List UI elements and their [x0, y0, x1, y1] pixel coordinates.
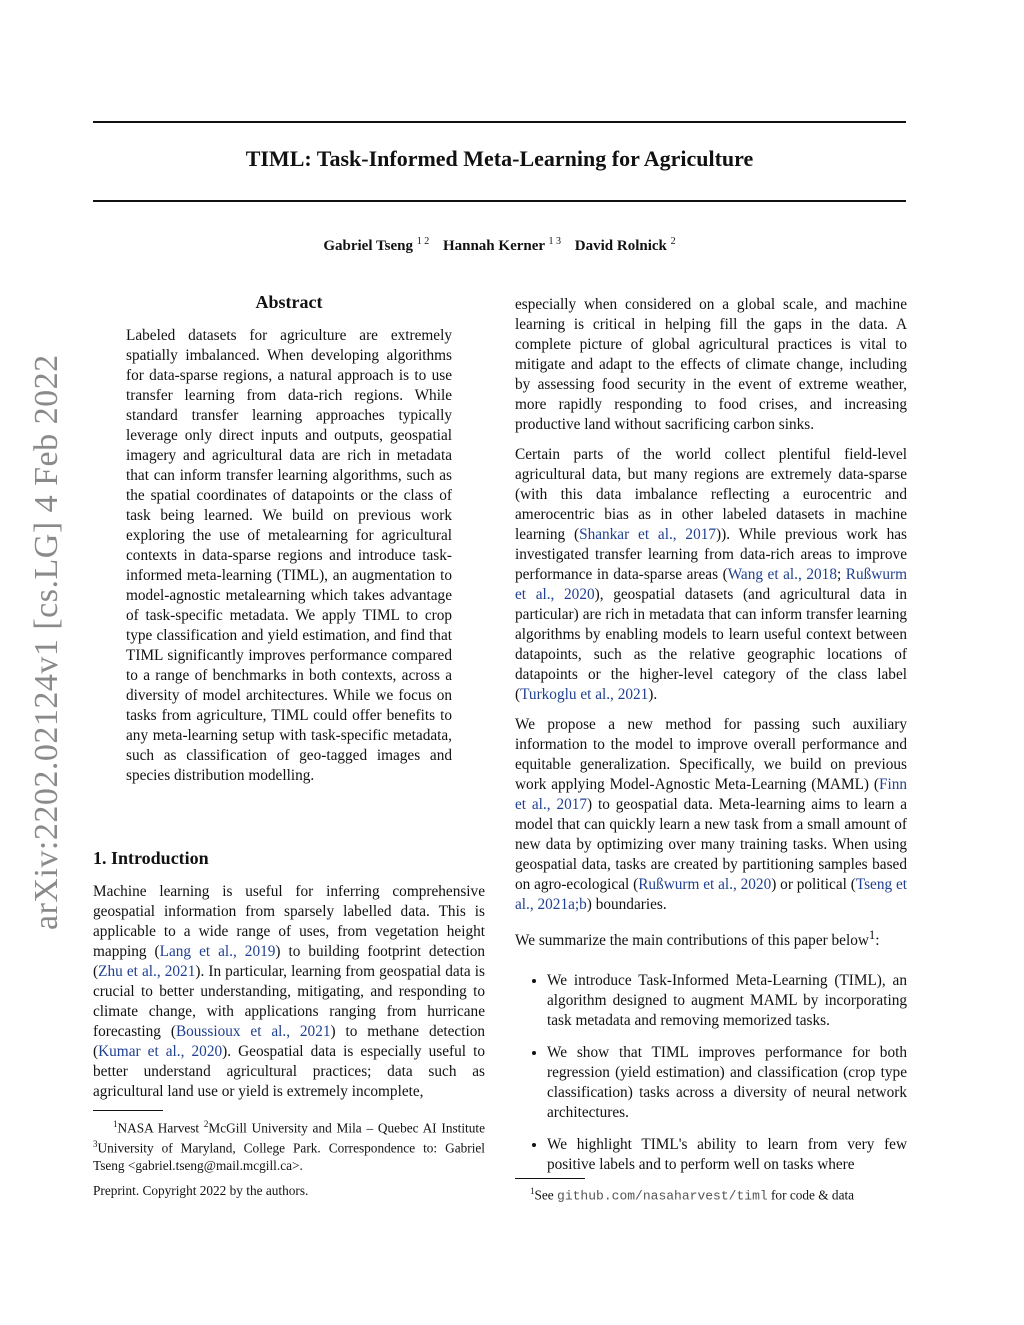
- paper-title: TIML: Task-Informed Meta-Learning for Agriculture: [245, 146, 754, 171]
- introduction-body: [93, 882, 485, 1112]
- affiliations-footnote: $^1$NASA Harvest $^2$McGill University and Mila – Quebec AI Institute $^3$University of Maryland, College Park. Correspondence to: Gabriel Tseng <gabriel.tseng@mail.mcgill.ca>.: [93, 1119, 485, 1173]
- citation-link[interactable]: Shankar et al., 2017: [579, 526, 717, 543]
- paragraph: We summarize the main contributions of this paper below$^1$:: [515, 928, 880, 950]
- citation-link[interactable]: Boussioux et al., 2021: [175, 1023, 331, 1040]
- citation-link[interactable]: Turkoglu et al., 2021: [520, 686, 649, 703]
- footnote-rule: [93, 1110, 163, 1111]
- author: Hannah Kerner $^{1 3}$: [442, 236, 562, 254]
- author-list: [93, 236, 906, 255]
- author: David Rolnick $^2$: [574, 236, 676, 254]
- paragraph: Machine learning is useful for inferring comprehensive geospatial information from sparsely labelled data. This is applicable to a wide range of uses, from vegetation height mapping (Lang et al., 2019) to building footprint detection (Zhu et al., 2021). In particular, learning from geospatial data is crucial to better understanding, mitigating, and responding to climate change, with applications ranging from hurricane forecasting (Boussioux et al., 2021) to methane detection (Kumar et al., 2020). Geospatial data is especially useful to better understand agricultural practices; data such as agricultural land use or yield is extremely incomplete,: [93, 883, 486, 1100]
- author: Gabriel Tseng $^{1 2}$: [323, 236, 430, 254]
- title-bottom-rule: [93, 200, 906, 202]
- code-footnote: $^1$See github.com/nasaharvest/timl for code & data: [530, 1186, 855, 1204]
- list-item: • We show that TIML improves performance for both regression (yield estimation) and classification (crop type classification) tasks across a diversity of neural network architectures.: [547, 1043, 907, 1123]
- title-top-rule: [93, 121, 906, 123]
- citation-link[interactable]: Rußwurm et al., 2020: [515, 566, 907, 603]
- section-heading-introduction: 1. Introduction: [93, 848, 209, 868]
- citation-link[interactable]: Tseng et al., 2021a;b: [515, 876, 908, 913]
- list-item: • We highlight TIML's ability to learn from very few positive labels and to perform well on tasks where: [547, 1135, 907, 1175]
- citation-link[interactable]: Rußwurm et al., 2020: [638, 876, 772, 893]
- arxiv-identifier: arXiv:2202.02124v1 [cs.LG] 4 Feb 2022: [28, 354, 65, 930]
- paragraph: Certain parts of the world collect plentiful field-level agricultural data, but many regions are extremely data-sparse (with this data imbalance reflecting a eurocentric and amerocentric bias as in other labeled datasets in machine learning (Shankar et al., 2017)). While previous work has investigated transfer learning from data-rich areas to improve performance in data-sparse areas (Wang et al., 2018; Rußwurm et al., 2020), geospatial datasets (and agricultural data in particular) are rich in metadata that can inform transfer learning algorithms by enabling models to learn useful context between datapoints, such as the relative geographic locations of datapoints or the higher-level category of the class label (Turkoglu et al., 2021).: [515, 446, 908, 703]
- citation-link[interactable]: Finn et al., 2017: [515, 776, 907, 813]
- footnote-marker[interactable]: 1: [868, 928, 876, 942]
- footnote-rule: [515, 1178, 585, 1179]
- paragraph: We propose a new method for passing such auxiliary information to the model to improve overall performance and equitable generalization. Specifically, we build on previous work applying Model-Agnostic Meta-Learning (MAML) (Finn et al., 2017) to geospatial data. Meta-learning aims to learn a model that can quickly learn a new task from a small amount of new data by optimizing over many training tasks. When using geospatial data, tasks are created by partitioning samples based on agro-ecological (Rußwurm et al., 2020) or political (Tseng et al., 2021a;b) boundaries.: [515, 716, 908, 913]
- list-item: • We introduce Task-Informed Meta-Learning (TIML), an algorithm designed to augment MAML by incorporating task metadata and removing memorized tasks.: [547, 971, 907, 1031]
- citation-link[interactable]: Wang et al., 2018: [727, 566, 837, 583]
- right-column: [515, 295, 907, 1187]
- citation-link[interactable]: Lang et al., 2019: [159, 943, 276, 960]
- citation-link[interactable]: Zhu et al., 2021: [98, 963, 196, 980]
- github-link[interactable]: github.com/nasaharvest/timl: [557, 1188, 768, 1204]
- citation-link[interactable]: Kumar et al., 2020: [98, 1043, 223, 1060]
- abstract-text: Labeled datasets for agriculture are extremely spatially imbalanced. When developing algorithms for data-sparse regions, a natural approach is to use transfer learning from data-rich regions. While standard transfer learning approaches typically leverage only direct inputs and outputs, geospatial imagery and agricultural data are rich in metadata that can inform transfer learning algorithms, such as the spatial coordinates of datapoints or the class of task being learned. We build on previous work exploring the use of metalearning for agricultural contexts in data-sparse regions and introduce task-informed meta-learning (TIML), an augmentation to model-agnostic metalearning which takes advantage of task-specific metadata. We apply TIML to crop type classification and yield estimation, and find that TIML significantly improves performance compared to a range of benchmarks in both contexts, across a diversity of model architectures. While we focus on tasks from agriculture, TIML could offer benefits to any meta-learning setup with task-specific metadata, such as classification of geo-tagged images and species distribution modelling.: [126, 327, 452, 784]
- paragraph: especially when considered on a global scale, and machine learning is critical in helping fill the gaps in the data. A complete picture of global agricultural practices is vital to mitigate and adapt to the effects of climate change, including by assessing food security in the event of extreme weather, more rapidly responding to food crises, and increasing productive land without sacrificing carbon sinks.: [515, 296, 907, 433]
- contributions-list: [515, 971, 907, 1175]
- abstract-heading: Abstract: [255, 292, 323, 312]
- preprint-notice: Preprint. Copyright 2022 by the authors.: [93, 1183, 309, 1198]
